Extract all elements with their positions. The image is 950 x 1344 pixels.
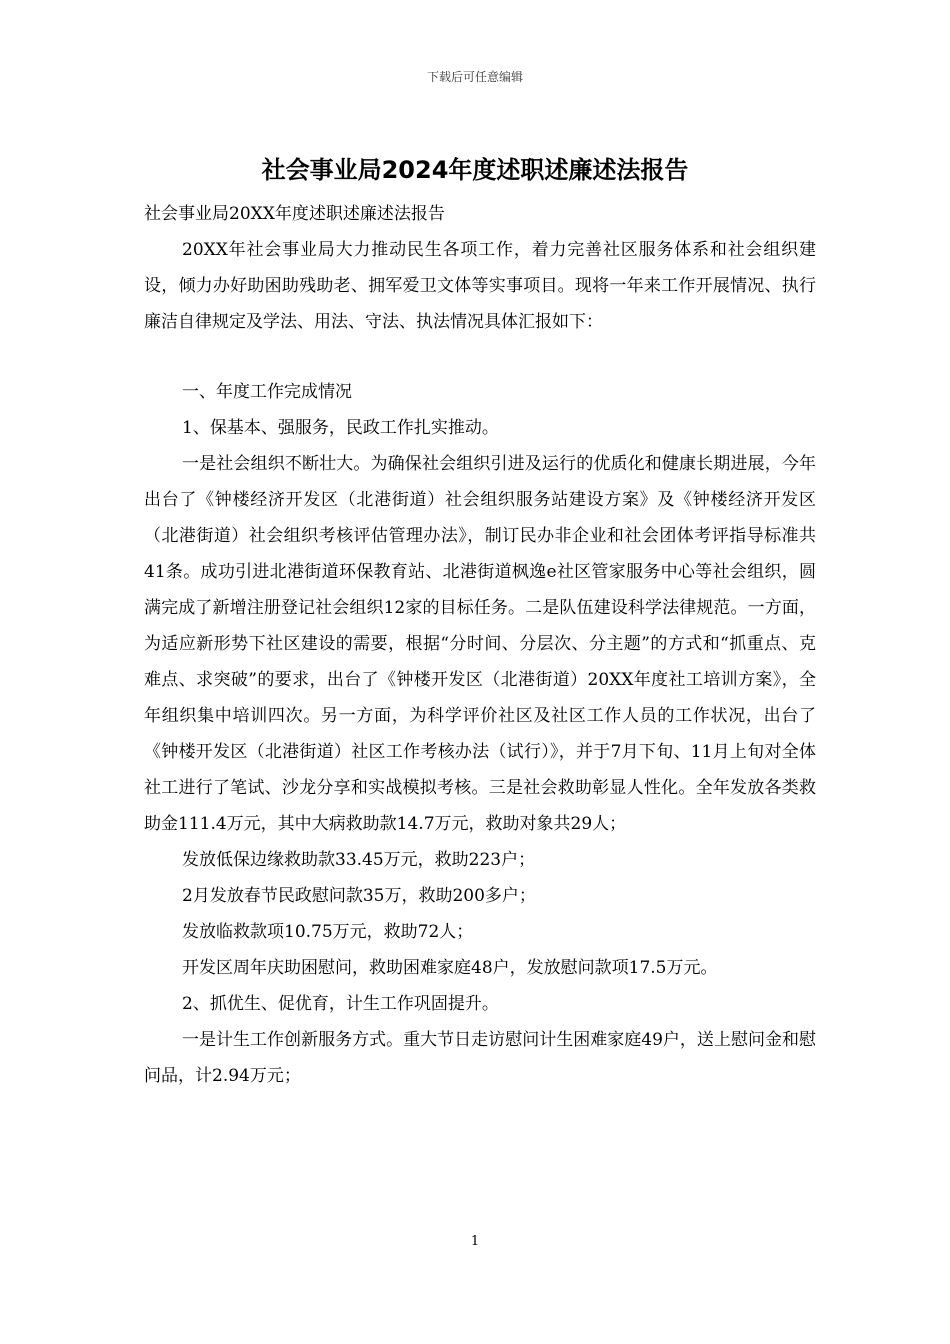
intro-paragraph: 20XX年社会事业局大力推动民生各项工作，着力完善社区服务体系和社会组织建设，倾力办好助困助残助老、拥军爱卫文体等实事项目。现将一年来工作开展情况、执行廉洁自律规定及学法、用法、守法、执法情况具体汇报如下：: [144, 240, 816, 332]
body-paragraph: 一是社会组织不断壮大。为确保社会组织引进及运行的优质化和健康长期进展，今年出台了《钟楼经济开发区（北港街道）社会组织服务站建设方案》及《钟楼经济开发区（北港街道）社会组织考核评估管理办法》，制订民办非企业和社会团体考评指导标准共41条。成功引进北港街道环保教育站、北港街道枫逸e社区管家服务中心等社会组织，圆满完成了新增注册登记社会组织12家的目标任务。二是队伍建设科学法律规范。一方面，为适应新形势下社区建设的需要，根据“分时间、分层次、分主题”的方式和“抓重点、克难点、求突破”的要求，出台了《钟楼开发区（北港街道）20XX年度社工培训方案》，全年组织集中培训四次。另一方面，为科学评价社区及社区工作人员的工作状况，出台了《钟楼开发区（北港街道）社区工作考核办法（试行）》，并于7月下旬、11月上旬对全体社工进行了笔试、沙龙分享和实战模拟考核。三是社会救助彰显人性化。全年发放各类救助金111.4万元，其中大病救助款14.7万元，救助对象共29人；: [144, 454, 816, 834]
subsection-heading: 2、抓优生、促优育，计生工作巩固提升。: [182, 994, 499, 1014]
header-note: 下载后可任意编辑: [426, 70, 523, 84]
body-paragraph: 开发区周年庆助困慰问，救助困难家庭48户，发放慰问款项17.5万元。: [182, 958, 718, 978]
body-paragraph: 发放临救款项10.75万元，救助72人；: [182, 922, 474, 942]
section-heading: 一、年度工作完成情况: [182, 382, 352, 402]
subsection-heading: 1、保基本、强服务，民政工作扎实推动。: [182, 418, 499, 438]
body-paragraph: 一是计生工作创新服务方式。重大节日走访慰问计生困难家庭49户，送上慰问金和慰问品，计2.94万元；: [144, 1030, 816, 1086]
page-number: 1: [470, 1234, 480, 1249]
body-paragraph: 2月发放春节民政慰问款35万，救助200多户；: [182, 886, 536, 906]
document-body: [144, 196, 816, 1094]
body-paragraph: 发放低保边缘救助款33.45万元，救助223户；: [182, 850, 536, 870]
document-subtitle: 社会事业局20XX年度述职述廉述法报告: [144, 204, 445, 224]
document-title: 社会事业局2024年度述职述廉述法报告: [261, 156, 689, 184]
